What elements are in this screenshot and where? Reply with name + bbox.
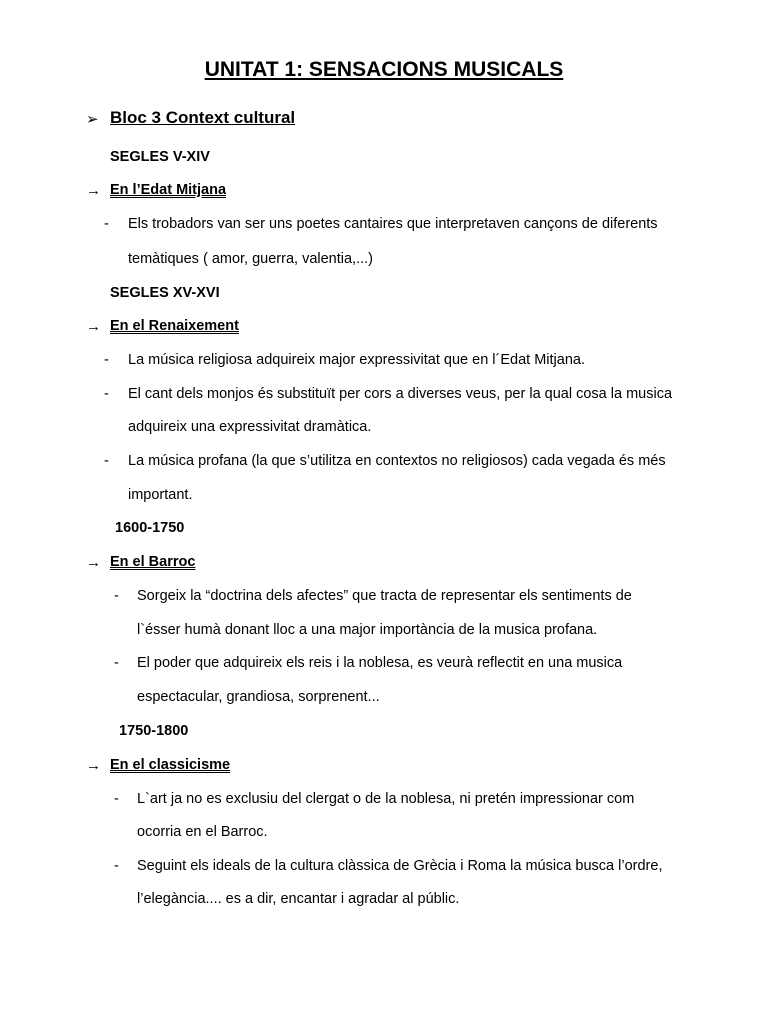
list-item-text: important. (128, 487, 193, 503)
list-item-text: Els trobadors van ser uns poetes cantaires que interpretaven cançons de diferents (128, 216, 658, 232)
era-label: SEGLES V-XIV (110, 149, 210, 165)
list-item-text: L`art ja no es exclusiu del clergat o de la noblesa, ni pretén impressionar com (137, 791, 635, 807)
era-label: SEGLES XV-XVI (110, 285, 220, 301)
list-item-text: ocorria en el Barroc. (137, 824, 268, 840)
list-item-text: El poder que adquireix els reis i la noblesa, es veurà reflectit en una musica (137, 655, 623, 671)
list-item-text: l`ésser humà donant lloc a una major importància de la musica profana. (137, 622, 598, 638)
list-dash: - (114, 588, 119, 604)
list-item-text: El cant dels monjos és substituït per cors a diverses veus, per la qual cosa la musica (128, 386, 673, 402)
page-title: UNITAT 1: SENSACIONS MUSICALS (204, 58, 564, 81)
section-heading: En el Renaixement (110, 318, 239, 334)
right-arrow-icon: → (86, 757, 101, 774)
list-item-text: La música religiosa adquireix major expressivitat que en l´Edat Mitjana. (128, 352, 585, 368)
section-heading: En l’Edat Mitjana (110, 182, 227, 198)
list-dash: - (104, 453, 109, 469)
list-dash: - (114, 791, 119, 807)
list-dash: - (114, 655, 119, 671)
era-label: 1750-1800 (119, 723, 189, 739)
list-item-text: temàtiques ( amor, guerra, valentia,...) (128, 251, 373, 267)
list-dash: - (104, 386, 109, 402)
list-item-text: espectacular, grandiosa, sorprenent... (137, 689, 380, 705)
list-item-text: adquireix una expressivitat dramàtica. (128, 419, 372, 435)
era-label: 1600-1750 (115, 520, 185, 536)
list-item-text: Sorgeix la “doctrina dels afectes” que tracta de representar els sentiments de (137, 588, 632, 604)
section-heading: En el Barroc (110, 554, 196, 570)
list-dash: - (114, 858, 119, 874)
list-item-text: Seguint els ideals de la cultura clàssica de Grècia i Roma la música busca l’ordre, (137, 858, 663, 874)
list-item-text: La música profana (la que s’utilitza en contextos no religiosos) cada vegada és més (128, 453, 666, 469)
list-dash: - (104, 216, 109, 232)
right-arrow-icon: → (86, 554, 101, 571)
list-dash: - (104, 352, 109, 368)
list-item-text: l’elegància.... es a dir, encantar i agradar al públic. (137, 891, 460, 907)
right-arrow-icon: → (86, 318, 101, 335)
right-arrow-icon: → (86, 182, 101, 199)
section-heading: En el classicisme (110, 757, 231, 773)
bullet-arrow-icon: ➢ (86, 111, 99, 128)
bloc-heading: Bloc 3 Context cultural (110, 108, 296, 127)
